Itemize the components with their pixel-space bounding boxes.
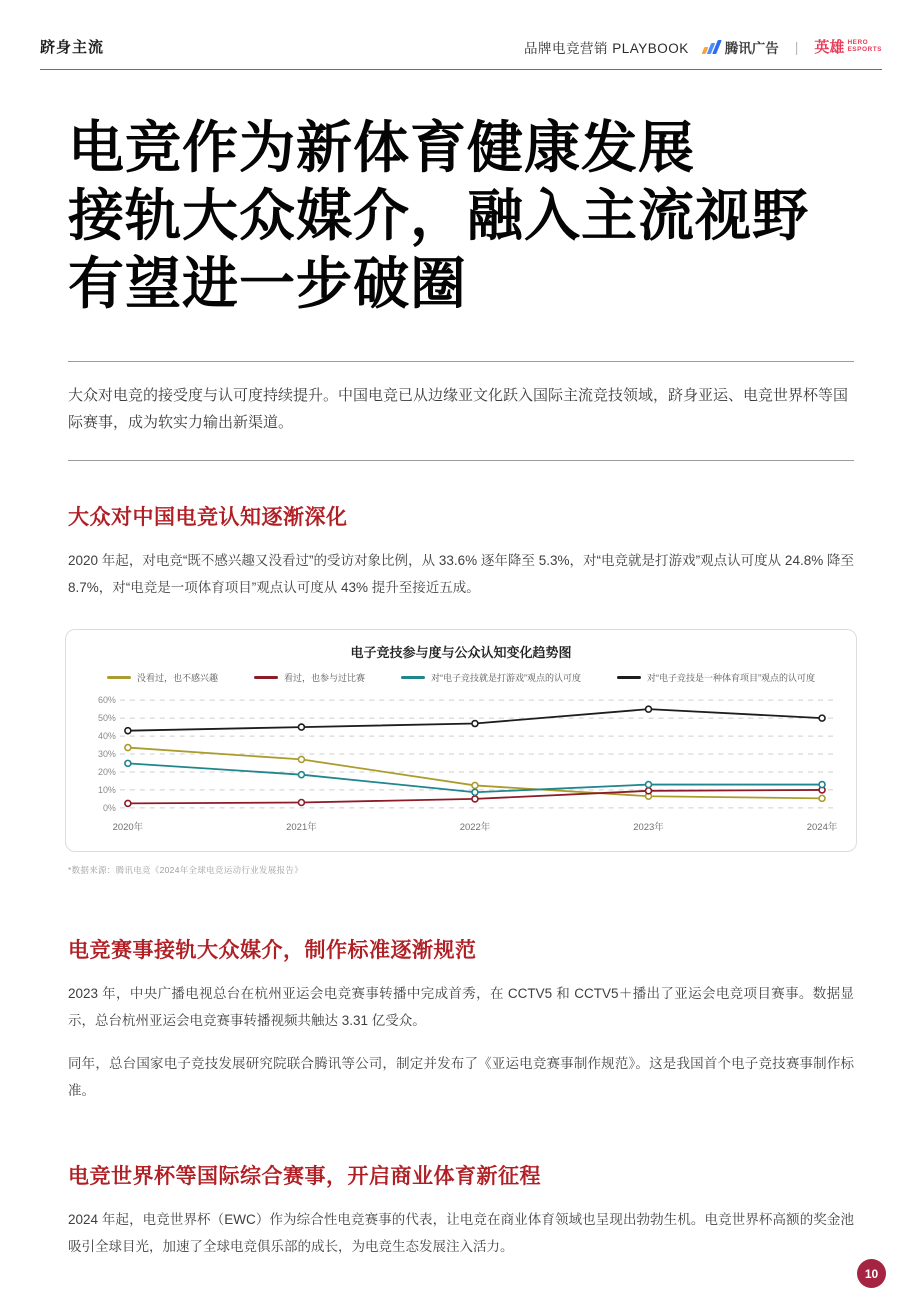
legend-item xyxy=(254,671,365,684)
section-paragraph: 同年，总台国家电子竞技发展研究院联合腾讯等公司，制定并发布了《亚运电竞赛事制作规范》。这是我国首个电子竞技赛事制作标准。 xyxy=(68,1056,854,1099)
chart-title: 电子竞技参与度与公众认知变化趋势图 xyxy=(350,645,572,661)
divider-line-bottom xyxy=(68,460,854,461)
chart-source-footnote: *数据来源：腾讯电竞《2024年全球电竞运动行业发展报告》 xyxy=(68,865,303,876)
tencent-ads-label: 腾讯广告 xyxy=(724,40,779,56)
legend-item xyxy=(401,671,581,684)
page-title-line-2: 接轨大众媒介，融入主流视野 xyxy=(68,183,809,247)
hero-logo-cn: 英雄 xyxy=(814,39,845,56)
legend-item xyxy=(617,671,815,684)
legend-swatch xyxy=(254,676,278,679)
svg-text:50%: 50% xyxy=(97,713,116,724)
intro-paragraph: 大众对电竞的接受度与认可度持续提升。中国电竞已从边缘亚文化跃入国际主流竞技领域，跻身亚运、电竞世界杯等国际赛事，成为软实力输出新渠道。 xyxy=(68,387,849,432)
svg-text:0%: 0% xyxy=(102,803,116,814)
section-heading-broadcast: 电竞赛事接轨大众媒介，制作标准逐渐规范 xyxy=(68,939,477,963)
trend-chart-card xyxy=(65,629,857,852)
legend-swatch xyxy=(401,676,425,679)
section-awareness xyxy=(68,501,854,601)
trend-chart-svg xyxy=(82,690,840,840)
svg-text:60%: 60% xyxy=(97,695,116,706)
hero-logo-en-line2: ESPORTS xyxy=(847,45,882,53)
page-number-badge: 10 xyxy=(857,1259,886,1288)
svg-text:20%: 20% xyxy=(97,767,116,778)
legend-label: 对“电子竞技是一种体育项目”观点的认可度 xyxy=(647,673,816,684)
svg-text:2023年: 2023年 xyxy=(633,822,664,834)
legend-swatch xyxy=(617,676,641,679)
header-section-label: 跻身主流 xyxy=(40,39,105,56)
page-title-line-3: 有望进一步破圈 xyxy=(68,251,467,315)
page-header xyxy=(40,0,882,70)
page-title-line-1: 电竞作为新体育健康发展 xyxy=(68,116,695,179)
section-heading-awareness: 大众对中国电竞认知逐渐深化 xyxy=(68,506,348,530)
page-title xyxy=(68,114,854,317)
legend-swatch xyxy=(107,676,131,679)
section-ewc xyxy=(68,1160,854,1260)
hero-esports-logo xyxy=(814,36,882,57)
svg-text:2024年: 2024年 xyxy=(806,822,838,834)
svg-text:2021年: 2021年 xyxy=(286,822,317,834)
svg-text:40%: 40% xyxy=(97,731,116,742)
section-broadcast xyxy=(68,934,854,1104)
legend-label: 对“电子竞技就是打游戏”观点的认可度 xyxy=(431,673,582,684)
section-heading-ewc: 电竞世界杯等国际综合赛事，开启商业体育新征程 xyxy=(68,1165,541,1189)
chart-plot-area xyxy=(82,690,840,845)
tencent-slashes-icon xyxy=(703,40,719,54)
tencent-ads-logo xyxy=(703,37,779,57)
section-paragraph: 2023 年，中央广播电视总台在杭州亚运会电竞赛事转播中完成首秀，在 CCTV5 和 CCTV5＋播出了亚运会电竞项目赛事。数据显示，总台杭州亚运会电竞赛事转播视频共触达 3.31 亿受众。 xyxy=(68,986,854,1029)
doc-title: 品牌电竞营销 PLAYBOOK xyxy=(524,40,689,56)
svg-text:2022年: 2022年 xyxy=(459,822,491,834)
chart-legend xyxy=(82,671,840,684)
logo-divider: | xyxy=(794,38,799,55)
legend-label: 没看过，也不感兴趣 xyxy=(136,673,218,684)
svg-text:10%: 10% xyxy=(97,785,116,796)
header-right xyxy=(524,36,882,57)
legend-label: 看过，也参与过比赛 xyxy=(284,673,366,684)
hero-logo-en-line1: HERO xyxy=(847,39,869,46)
svg-text:30%: 30% xyxy=(97,749,116,760)
legend-item xyxy=(107,671,218,684)
hero-logo-en xyxy=(847,40,882,53)
section-paragraph: 2020 年起，对电竞“既不感兴趣又没看过”的受访对象比例，从 33.6% 逐年降至 5.3%，对“电竞就是打游戏”观点认可度从 24.8% 降至 8.7%，对“电竞是一项体育项目”观点认可度从 43% 提升至接近五成。 xyxy=(68,553,854,596)
section-paragraph: 2024 年起，电竞世界杯（EWC）作为综合性电竞赛事的代表，让电竞在商业体育领域也呈现出勃勃生机。电竞世界杯高额的奖金池吸引全球目光，加速了全球电竞俱乐部的成长，为电竞生态发展注入活力。 xyxy=(68,1212,854,1255)
svg-text:2020年: 2020年 xyxy=(112,822,144,834)
